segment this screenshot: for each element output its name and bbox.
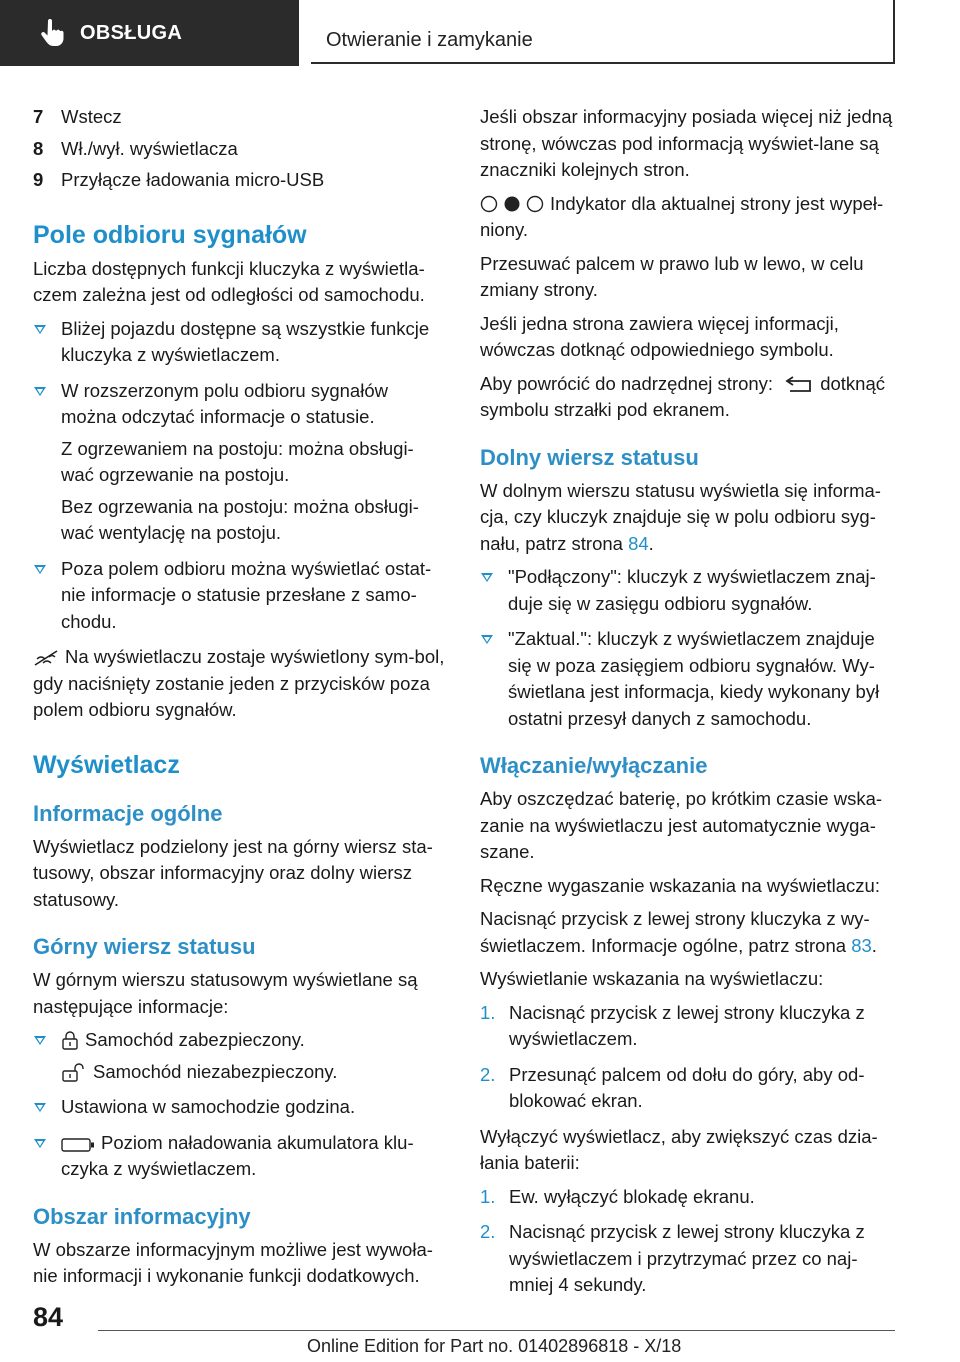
list-item-text: Ustawiona w samochodzie godzina. <box>61 1096 356 1117</box>
footer-edition <box>307 1336 681 1357</box>
step-number: 1. <box>480 1001 496 1023</box>
list-item-text <box>61 1027 445 1054</box>
list-item <box>33 1094 445 1121</box>
list-item <box>33 316 445 369</box>
list-item-text <box>61 1059 445 1086</box>
list-item-text: Poza polem odbioru można wyświetlać ostat-nie informacje o statusie przesłane z samo-chodu. <box>61 557 432 632</box>
heading-on-off: Włączanie/wyłączanie <box>480 753 708 778</box>
step-number: 1. <box>480 1185 496 1207</box>
heading-display: Wyświetlacz <box>33 750 180 779</box>
paragraph-text: Aby powrócić do nadrzędnej strony: <box>480 372 774 394</box>
legend-text: Przyłącze ładowania micro-USB <box>61 169 325 190</box>
step-number: 2. <box>480 1221 496 1242</box>
paragraph: W dolnym wierszu statusu wyświetla się informa-cja, czy kluczyk znajduje się w polu odbioru syg-nału, patrz strona 84. <box>480 479 881 554</box>
bullet-list <box>33 316 445 636</box>
list-item-text: Bez ogrzewania na postoju: można obsługi-wać wentylację na postoju. <box>61 495 419 543</box>
page-link-84[interactable]: 84 <box>628 532 649 554</box>
lock-closed-icon <box>61 1030 79 1050</box>
paragraph-text: Indykator dla aktualnej strony jest wypeł-niony. <box>480 192 884 240</box>
paragraph: W obszarze informacyjnym możliwe jest wywoła-nie informacji i wykonanie funkcji dodatkowych. <box>33 1238 433 1286</box>
bullet-list <box>480 564 898 732</box>
step-text: Nacisnąć przycisk z lewej strony kluczyka z wyświetlaczem i przytrzymać przez co naj-mniej 4 sekundy. <box>509 1221 865 1295</box>
step-text: Przesunąć palcem od dołu do góry, aby od-blokować ekran. <box>509 1063 865 1111</box>
unlocked-text: Samochód niezabezpieczony. <box>93 1060 338 1082</box>
list-item <box>33 378 445 547</box>
triangle-bullet-icon <box>34 565 46 574</box>
page-indicator-dots-icon <box>480 194 544 214</box>
note-paragraph <box>33 644 445 724</box>
list-item <box>33 1130 445 1183</box>
paragraph: Wyświetlanie wskazania na wyświetlaczu: <box>480 968 824 989</box>
paragraph: Jeśli jedna strona zawiera więcej informacji, wówczas dotknąć odpowiedniego symbolu. <box>480 312 839 360</box>
paragraph: Wyświetlacz podzielony jest na górny wiersz sta-tusowy, obszar informacyjny oraz dolny wiersz statusowy. <box>33 835 433 910</box>
list-item-text: "Podłączony": kluczyk z wyświetlaczem znaj-duje się w zasięgu odbioru sygnałów. <box>508 566 876 614</box>
locked-text: Samochód zabezpieczony. <box>85 1029 305 1050</box>
ordered-list <box>480 1184 898 1299</box>
paragraph <box>480 191 898 244</box>
heading-top-status-row: Górny wiersz statusu <box>33 934 256 959</box>
list-item <box>480 1184 898 1211</box>
triangle-bullet-icon <box>34 325 46 334</box>
heading-info-area: Obszar informacyjny <box>33 1203 251 1229</box>
legend-item <box>33 104 445 131</box>
paragraph <box>480 371 898 424</box>
step-text: Nacisnąć przycisk z lewej strony kluczyka z wyświetlaczem. <box>509 1001 865 1049</box>
paragraph-text: W dolnym wierszu statusu wyświetla się informa-cja, czy kluczyk znajduje się w polu odbioru syg-nału, patrz strona <box>480 479 881 554</box>
footer-edition-text: Online Edition for Part no. 01402896818 - X/18 <box>307 1336 682 1356</box>
heading-general-info: Informacje ogólne <box>33 800 223 826</box>
note-text: Na wyświetlaczu zostaje wyświetlony sym-bol, gdy naciśnięty zostanie jeden z przycisków poza polem odbioru sygnałów. <box>33 646 445 720</box>
legend-list <box>33 104 445 194</box>
list-item <box>480 1219 898 1299</box>
battery-text: Poziom naładowania akumulatora klu-czyka z wyświetlaczem. <box>61 1131 414 1179</box>
list-item-text: Bliżej pojazdu dostępne są wszystkie funkcje kluczyka z wyświetlaczem. <box>61 317 430 365</box>
list-item-text: W rozszerzonym polu odbioru sygnałów można odczytać informacje o statusie. <box>61 379 388 427</box>
list-item <box>33 1027 445 1085</box>
list-item <box>33 556 445 636</box>
section-title: OBSŁUGA <box>80 21 183 44</box>
paragraph: Przesuwać palcem w prawo lub w lewo, w celu zmiany strony. <box>480 252 864 300</box>
heading-bottom-status-row: Dolny wiersz statusu <box>480 444 699 470</box>
paragraph: Wyłączyć wyświetlacz, aby zwiększyć czas dzia-łania baterii: <box>480 1125 878 1173</box>
list-item <box>480 626 898 732</box>
page-number: 84 <box>33 1302 64 1332</box>
back-arrow-icon <box>784 376 814 394</box>
list-item <box>480 1062 898 1115</box>
ordered-list <box>480 1000 898 1115</box>
paragraph: Aby oszczędzać baterię, po krótkim czasie wska-zanie na wyświetlaczu jest automatycznie wyga-szane. <box>480 788 883 862</box>
chapter-title: Otwieranie i zamykanie <box>326 29 533 51</box>
header-chapter-box <box>311 0 895 64</box>
paragraph-text: Nacisnąć przycisk z lewej strony kluczyka z wy-świetlaczem. Informacje ogólne, patrz strona <box>480 908 870 956</box>
paragraph: Ręczne wygaszanie wskazania na wyświetlaczu: <box>480 874 880 896</box>
left-column <box>33 104 445 1297</box>
triangle-bullet-icon <box>481 635 493 644</box>
triangle-bullet-icon <box>481 573 493 582</box>
triangle-bullet-icon <box>34 1103 46 1112</box>
legend-item <box>33 136 445 163</box>
list-item <box>480 1000 898 1053</box>
right-column <box>480 104 898 1308</box>
legend-text: Wstecz <box>61 106 122 127</box>
paragraph: Jeśli obszar informacyjny posiada więcej niż jedną stronę, wówczas pod informacją wyświet-lane są znaczniki kolejnych stron. <box>480 106 893 180</box>
hand-pointer-icon <box>40 19 64 47</box>
page-link-83[interactable]: 83 <box>851 934 872 956</box>
list-item-text <box>61 1130 445 1183</box>
paragraph: W górnym wierszu statusowym wyświetlane są następujące informacje: <box>33 969 418 1017</box>
step-number: 2. <box>480 1063 496 1085</box>
list-item-text: "Zaktual.": kluczyk z wyświetlaczem znajduje się w poza zasięgiem odbioru sygnałów. Wy-świetlana jest informacja, kiedy wykonany był ostatni przesył danych z samochodu. <box>508 628 880 729</box>
battery-icon <box>61 1137 95 1153</box>
step-text: Ew. wyłączyć blokadę ekranu. <box>509 1185 755 1207</box>
legend-text: Wł./wył. wyświetlacza <box>61 137 238 159</box>
bullet-list <box>33 1027 445 1183</box>
paragraph: Nacisnąć przycisk z lewej strony kluczyka z wy-świetlaczem. Informacje ogólne, patrz strona 83. <box>480 908 877 956</box>
heading-signal-field: Pole odbioru sygnałów <box>33 220 307 249</box>
triangle-bullet-icon <box>34 1139 46 1148</box>
no-signal-icon <box>33 649 59 667</box>
triangle-bullet-icon <box>34 1036 46 1045</box>
list-item-text: Z ogrzewaniem na postoju: można obsługi-wać ogrzewanie na postoju. <box>61 437 414 485</box>
list-item <box>480 564 898 617</box>
legend-number: 8 <box>33 137 44 159</box>
paragraph: Liczba dostępnych funkcji kluczyka z wyświetla-czem zależna jest od odległości od samochodu. <box>33 257 425 305</box>
legend-number: 7 <box>33 106 44 127</box>
paragraph-text: dotknąć symbolu strzałki pod ekranem. <box>480 372 886 420</box>
triangle-bullet-icon <box>34 387 46 396</box>
legend-number: 9 <box>33 169 44 190</box>
legend-item <box>33 167 445 194</box>
header-section-tab <box>0 0 299 66</box>
lock-open-icon <box>61 1062 87 1082</box>
footer-divider <box>98 1330 895 1331</box>
